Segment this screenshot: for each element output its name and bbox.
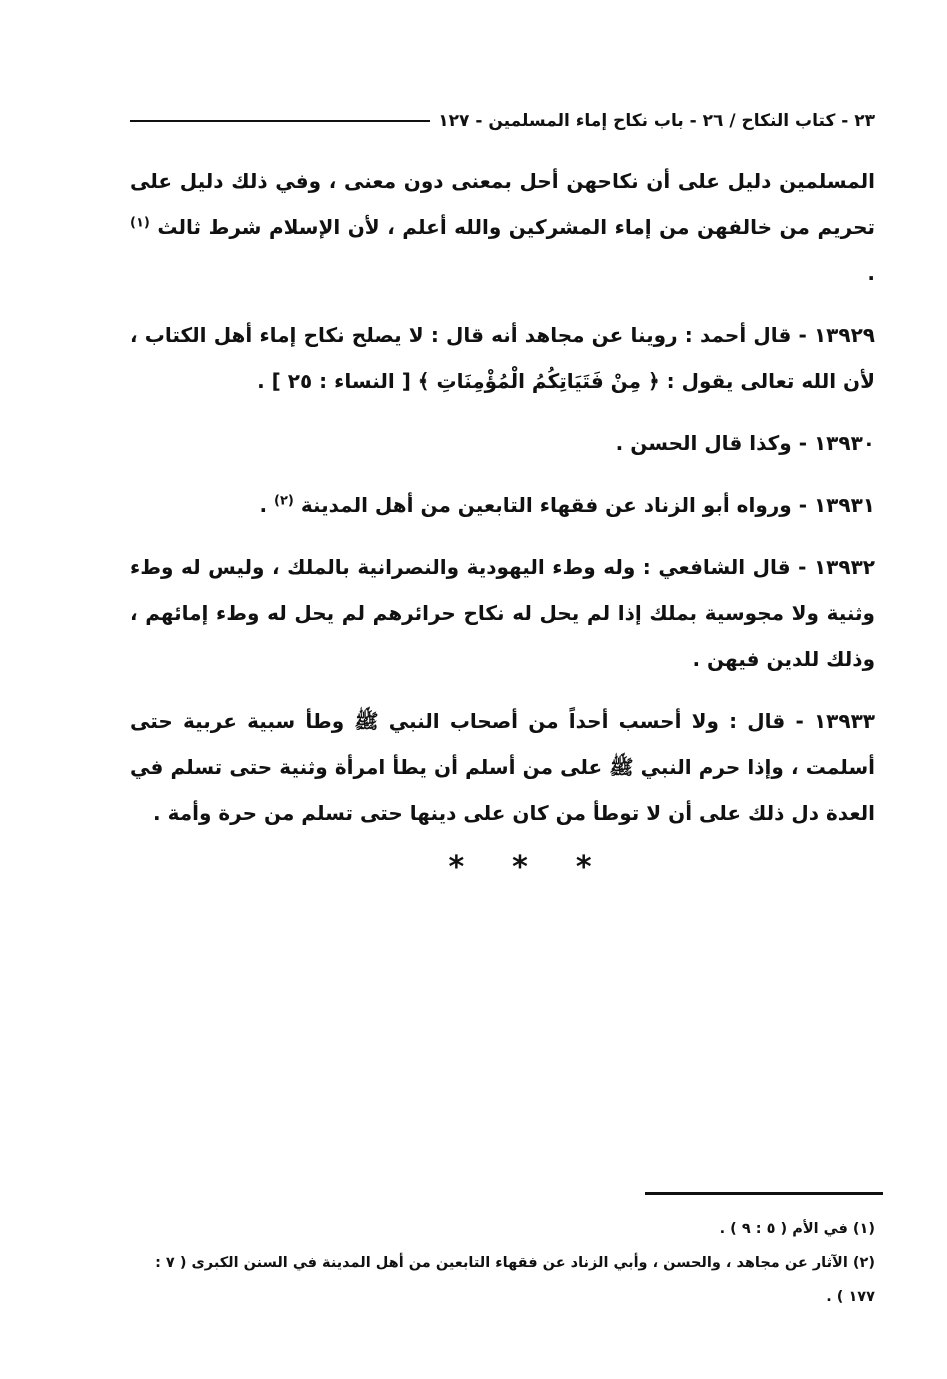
paragraph-tail: . [259,493,274,517]
separator-star: * [448,850,465,885]
paragraph-text: قال : ولا أحسب أحداً من أصحاب النبي ﷺ وطأ سبية عربية حتى أسلمت ، وإذا حرم النبي ﷺ على من أسلم أن يطأ امرأة وثنية حتى تسلم في العدة دل ذلك على أن لا توطأ من كان على دينها حتى تسلم من حرة وأمة . [130,709,875,825]
paragraph-13933 [130,698,875,836]
paragraph-number: ١٣٩٣٠ - [798,431,875,455]
footnote-ref: (١) [130,215,150,231]
section-separator [380,850,660,900]
paragraph-number: ١٣٩٢٩ - [798,323,875,347]
paragraph-13930 [130,420,875,466]
separator-star: * [575,850,592,885]
header-rule [130,120,430,122]
paragraph-text: وكذا قال الحسن . [615,431,799,455]
footnote-rule [645,1192,883,1195]
paragraph-number: ١٣٩٣١ - [798,493,875,517]
paragraph-tail: . [867,261,875,285]
paragraph-number: ١٣٩٣٢ - [798,555,875,579]
running-header [130,106,875,136]
header-title: ٢٣ - كتاب النكاح / ٢٦ - باب نكاح إماء المسلمين - ١٢٧ [438,111,875,131]
paragraph-continuation [130,158,875,296]
paragraph-13929 [130,312,875,404]
paragraph-13932 [130,544,875,682]
paragraph-13931 [130,482,875,528]
footnote-2: (٢) الآثار عن مجاهد ، والحسن ، وأبي الزناد عن فقهاء التابعين من أهل المدينة في السنن الكبرى ( ٧ : ١٧٧ ) . [155,1255,875,1305]
paragraph-number: ١٣٩٣٣ - [795,709,875,733]
footnote-1: (١) في الأم ( ٥ : ٩ ) . [719,1221,875,1237]
footnote-ref: (٢) [274,493,294,509]
footnotes [130,1212,875,1314]
paragraph-text: قال الشافعي : وله وطء اليهودية والنصرانية بالملك ، وليس له وطء وثنية ولا مجوسية بملك إذا لم يحل له نكاح حرائرهم لم يحل له وطء إمائهم ، وذلك للدين فيهن . [130,555,875,671]
paragraph-text: المسلمين دليل على أن نكاحهن أحل بمعنى دون معنى ، وفي ذلك دليل على تحريم من خالفهن من إماء المشركين والله أعلم ، لأن الإسلام شرط ثالث [130,169,876,239]
main-text [130,158,875,836]
paragraph-text: ورواه أبو الزناد عن فقهاء التابعين من أهل المدينة [300,493,799,517]
separator-star: * [512,850,528,885]
paragraph-text: قال أحمد : روينا عن مجاهد أنه قال : لا يصلح نكاح إماء أهل الكتاب ، لأن الله تعالى يقول : ﴿ مِنْ فَتَيَاتِكُمُ الْمُؤْمِنَاتِ ﴾ [ النساء : ٢٥ ] . [130,323,875,393]
